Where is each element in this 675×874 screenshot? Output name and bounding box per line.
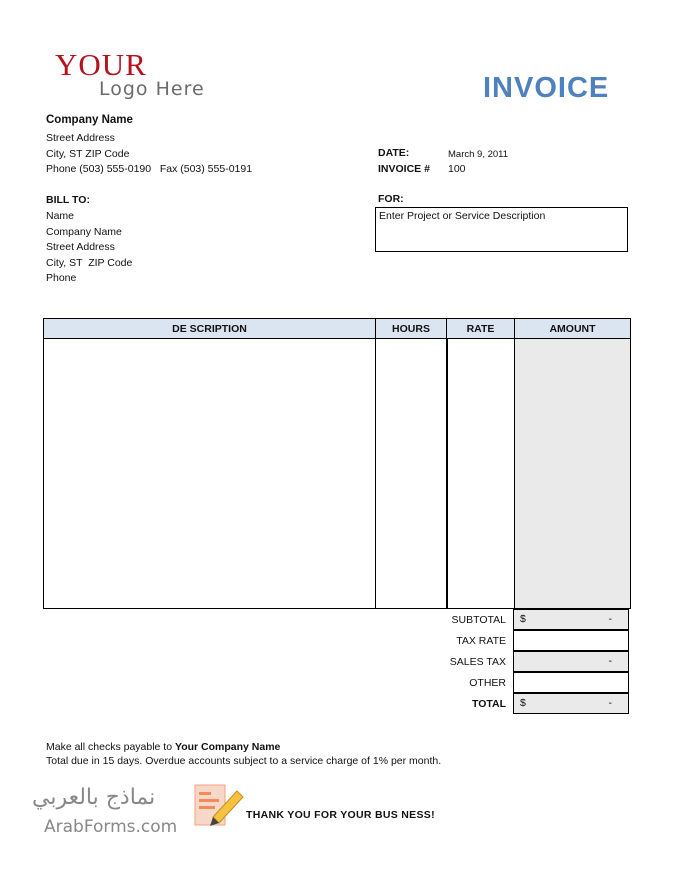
project-description-text: Enter Project or Service Description: [379, 210, 546, 222]
company-phone-fax: Phone (503) 555-0190 Fax (503) 555-0191: [46, 163, 253, 175]
bill-to-city: City, ST ZIP Code: [46, 256, 133, 269]
checks-payable-line: [46, 740, 441, 754]
bill-to-name: Name: [46, 210, 75, 222]
bill-to-company: Company Name: [46, 225, 122, 238]
amount-cell: [515, 339, 631, 609]
invoice-title: INVOICE: [483, 72, 610, 104]
watermark-pencil-icon: [193, 783, 245, 828]
table-header-row: [44, 319, 631, 339]
total-value-box: [513, 693, 629, 714]
sales-tax-value: -: [608, 655, 612, 667]
total-currency: $: [520, 697, 526, 709]
company-name: Company Name: [46, 114, 133, 126]
checks-prefix: Make all checks payable to: [46, 741, 175, 753]
watermark-arabic: نماذج بالعربي: [32, 785, 156, 810]
bill-to-street: Street Address: [46, 241, 115, 253]
subtotal-currency: $: [520, 613, 526, 625]
payment-terms: [46, 740, 441, 768]
tax-rate-label: TAX RATE: [456, 635, 506, 647]
invoice-number-value: 100: [448, 163, 466, 175]
tax-rate-field[interactable]: [513, 630, 629, 651]
date-label: DATE:: [378, 147, 410, 159]
description-cell[interactable]: [44, 339, 376, 609]
total-value: -: [608, 697, 612, 709]
header-hours: HOURS: [376, 319, 447, 339]
header-description: DE SCRIPTION: [44, 319, 376, 339]
hours-cell[interactable]: [376, 339, 447, 609]
bill-to-label: BILL TO:: [46, 194, 90, 206]
company-street: Street Address: [46, 132, 115, 144]
subtotal-value: -: [608, 613, 612, 625]
header-rate: RATE: [447, 319, 515, 339]
rate-cell[interactable]: [447, 339, 515, 609]
date-value: March 9, 2011: [448, 149, 509, 160]
sales-tax-value-box: [513, 651, 629, 672]
logo-text-your: YOUR: [55, 47, 147, 82]
watermark-latin: ArabForms.com: [44, 817, 178, 837]
bill-to-block: [46, 209, 132, 287]
subtotal-label: SUBTOTAL: [451, 614, 506, 626]
terms-line: Total due in 15 days. Overdue accounts subject to a service charge of 1% per month.: [46, 755, 442, 767]
logo-text-here: Logo Here: [99, 78, 205, 100]
company-address: [46, 131, 252, 178]
subtotal-value-box: [513, 609, 629, 630]
invoice-number-label: INVOICE #: [378, 163, 430, 175]
checks-company: Your Company Name: [174, 741, 281, 753]
header-amount: AMOUNT: [515, 319, 631, 339]
other-label: OTHER: [469, 677, 506, 689]
total-label: TOTAL: [471, 698, 506, 710]
sales-tax-label: SALES TAX: [449, 656, 506, 668]
thank-you-message: THANK YOU FOR YOUR BUS NESS!: [246, 809, 435, 821]
company-city: City, ST ZIP Code: [46, 147, 130, 160]
for-label: FOR:: [378, 193, 404, 205]
line-items-table: [43, 318, 631, 609]
table-row: [44, 339, 631, 609]
project-description-field[interactable]: [375, 207, 628, 252]
bill-to-phone: Phone: [46, 272, 77, 284]
other-field[interactable]: [513, 672, 629, 693]
